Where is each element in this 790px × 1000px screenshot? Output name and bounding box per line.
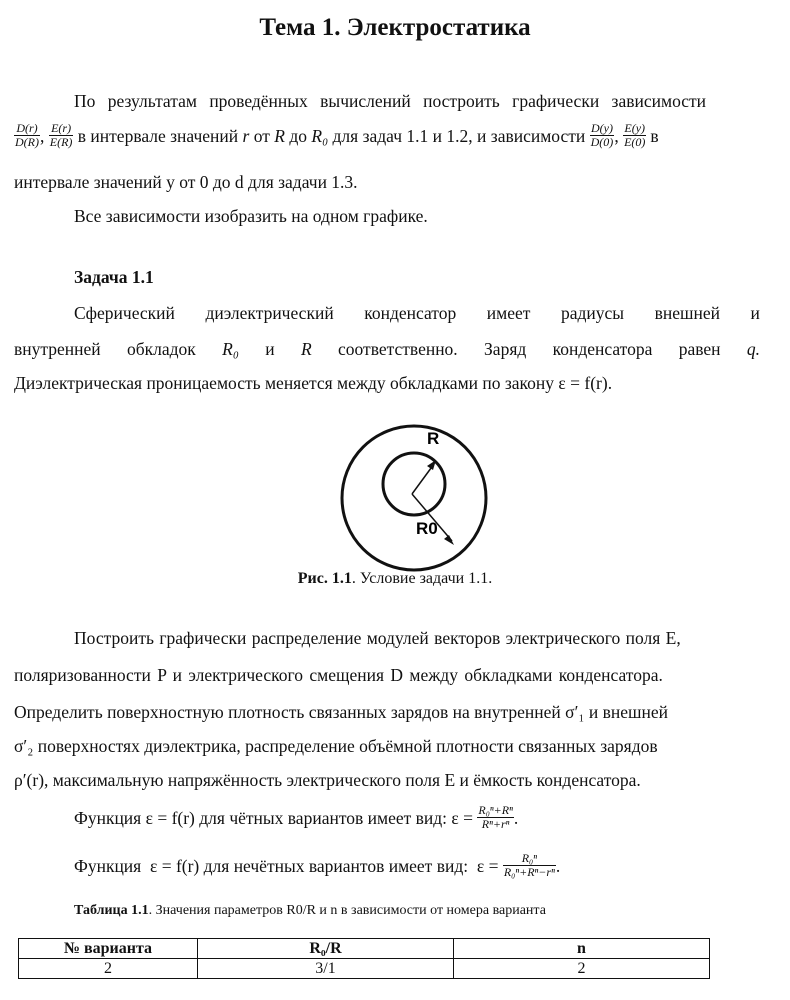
function-odd: Функция ε = f(r) для нечётных вариантов имеет вид: ε = $\frac{\text{R₀ⁿ}}{\text{R₀ⁿ+Rⁿ−rⁿ}}$ . bbox=[74, 851, 561, 879]
intro-line-1 bbox=[74, 91, 760, 111]
fraction-e-r: $\frac{E(r)}{E(R)}$ bbox=[49, 121, 73, 149]
task-line-3: Диэлектрическая проницаемость меняется между обкладками по закону ε = f(r). bbox=[14, 373, 613, 393]
fraction-d-y: $\frac{D(y)}{D(0)}$ bbox=[590, 121, 614, 149]
table-caption: Таблица 1.1. Значения параметров R0/R и n в зависимости от номера варианта bbox=[74, 903, 546, 918]
task-heading: Задача 1.1 bbox=[74, 267, 154, 287]
fraction-even: $\frac{\text{R₀ⁿ+Rⁿ}}{\text{Rⁿ+rⁿ}}$ bbox=[478, 803, 513, 831]
fraction-e-y: $\frac{E(y)}{E(0)}$ bbox=[624, 121, 646, 149]
intro-line-2: $\frac{D(r)}{D(R)}$ , $\frac{E(r)}{E(R)}$ в интервале значений r от R до R₀ для задач 1.1 и 1.2, и зависимости $\frac{D(y)}{D(0)}$ , $\frac{E(y)}{E(0)}$ в bbox=[15, 121, 659, 149]
body-line-2: поляризованности P и электрического смещения D между обкладками конденсатора. bbox=[14, 665, 663, 685]
body-line-5: ρ′(r), максимальную напряжённость электрического поля E и ёмкость конденсатора. bbox=[14, 770, 641, 790]
figure-caption: Рис. 1.1. Условие задачи 1.1. bbox=[297, 570, 493, 587]
fraction-odd: $\frac{\text{R₀ⁿ}}{\text{R₀ⁿ+Rⁿ−rⁿ}}$ bbox=[503, 851, 555, 879]
table-row: 2 3/1 2 bbox=[19, 959, 710, 979]
intro-line-1-text: По результатам проведённых вычислений построить графически зависимости bbox=[74, 91, 707, 111]
body-line-4: σ′₂ поверхностях диэлектрика, распределение объёмной плотности связанных зарядов bbox=[14, 736, 658, 756]
variant-table bbox=[18, 938, 710, 979]
inner-radius-arrow bbox=[412, 464, 434, 494]
intro-line-3: интервале значений y от 0 до d для задачи 1.3. bbox=[14, 172, 358, 192]
capacitor-diagram bbox=[330, 418, 510, 578]
intro-line-4: Все зависимости изобразить на одном графике. bbox=[74, 206, 428, 226]
inner-plate-circle bbox=[383, 453, 445, 515]
task-line-2: внутренней обкладок R₀ и R соответственно. Заряд конденсатора равен q. bbox=[14, 339, 760, 359]
outer-plate-circle bbox=[342, 426, 486, 570]
task-line-1: Сферический диэлектрический конденсатор имеет радиусы внешней и bbox=[74, 303, 760, 323]
body-line-1: Построить графически распределение модулей векторов электрического поля E, bbox=[74, 628, 681, 648]
body-line-3: Определить поверхностную плотность связанных зарядов на внутренней σ′₁ и внешней bbox=[14, 702, 668, 722]
table-header-row: № варианта R₀/R n bbox=[19, 939, 710, 959]
label-r0: R0 bbox=[416, 519, 438, 538]
function-even: Функция ε = f(r) для чётных вариантов имеет вид: ε = $\frac{\text{R₀ⁿ+Rⁿ}}{\text{Rⁿ+rⁿ}}$ . bbox=[74, 803, 519, 831]
fraction-d-r: $\frac{D(r)}{D(R)}$ bbox=[15, 121, 39, 149]
label-r: R bbox=[427, 429, 440, 448]
page-title: Тема 1. Электростатика bbox=[259, 14, 531, 41]
